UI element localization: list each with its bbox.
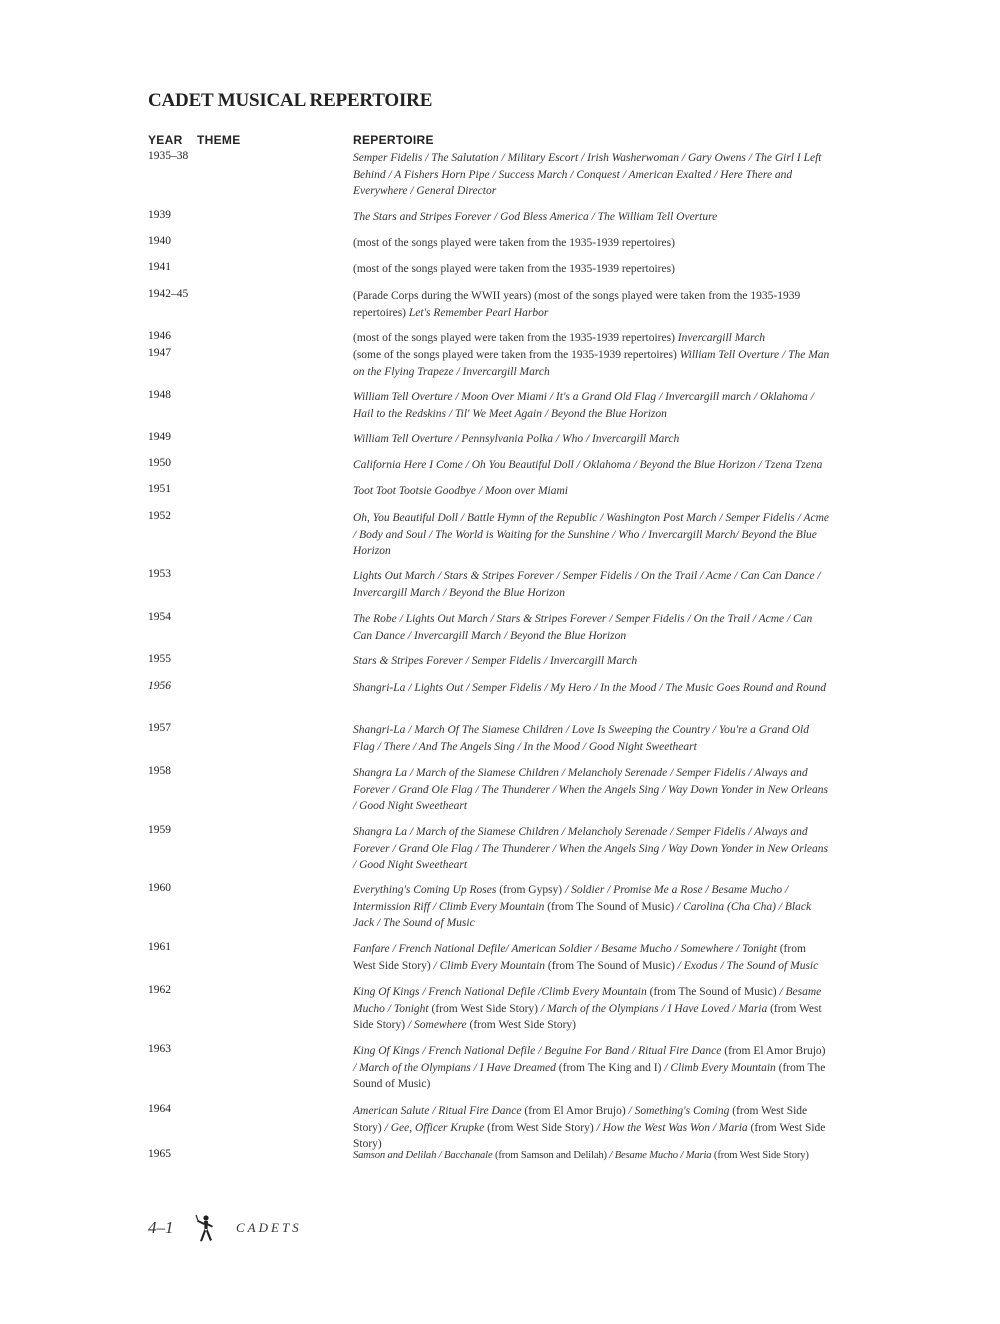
section-name: CADETS [236,1220,302,1235]
song-titles: / March of the Olympians / I Have Loved / Maria [540,1002,768,1015]
song-titles: / Besame Mucho / Maria [609,1150,712,1161]
song-titles: Oh, You Beautiful Doll / Battle Hymn of the Republic / Washington Post March / Semper Fidelis / Acme / Body and Soul / The World is Waiting for the Sunshine / Who / Invercargill March/ Beyond the Blue Horizon [353,512,830,557]
year-cell: 1955 [148,653,171,665]
repertoire-cell [353,882,831,932]
song-titles: / How the West Was Won / Maria [596,1121,748,1134]
note-text: (some of the songs played were taken from the 1935-1939 repertoires) [353,349,680,361]
year-cell: 1954 [148,611,171,623]
song-titles: Fanfare / French National Defile/ American Soldier / Besame Mucho / Somewhere / Tonight [353,943,777,955]
note-text: (from West Side Story) [353,1105,808,1134]
column-header-theme: THEME [197,133,241,147]
song-titles: American Salute / Ritual Fire Dance [353,1105,522,1117]
year-cell: 1961 [148,941,171,953]
song-titles: Let's Remember Pearl Harbor [408,306,549,319]
repertoire-cell [353,288,831,321]
year-cell: 1963 [148,1043,171,1055]
repertoire-cell [353,984,831,1034]
repertoire-cell [353,261,831,278]
repertoire-cell [353,611,831,644]
song-titles: Shangra La / March of the Siamese Children / Melancholy Serenade / Semper Fidelis / Always and Forever / Grand Ole Flag / The Thunderer / When the Angels Sing / Way Down Yonder in New Orleans / Good Night Sweetheart [353,767,828,812]
year-cell: 1946 [148,330,171,342]
song-titles: King Of Kings / French National Defile /Climb Every Mountain [353,986,647,998]
note-text: (from West Side Story) [466,1019,577,1031]
year-cell: 1964 [148,1103,171,1115]
note-text: (from Gypsy) [496,884,565,896]
song-titles: / Something's Coming [628,1105,730,1117]
note-text: (from West Side Story) [353,1121,826,1150]
song-titles: William Tell Overture / Moon Over Miami / It's a Grand Old Flag / Invercargill march / Oklahoma / Hail to the Redskins / Til' We Meet Again / Beyond the Blue Horizon [353,391,814,420]
year-cell: 1953 [148,568,171,580]
song-titles: Invercargill March [677,332,765,344]
repertoire-cell [353,680,831,697]
song-titles: King Of Kings / French National Defile / Beguine For Band / Ritual Fire Dance [353,1045,722,1057]
note-text: (from West Side Story) [711,1150,809,1161]
repertoire-cell [353,457,831,474]
repertoire-cell [353,510,831,560]
note-text: (Parade Corps during the WWII years) (most of the songs played were taken from the 1935-1939 repertoires) [353,290,801,319]
song-titles: / Exodus / The Sound of Music [677,959,819,972]
song-titles: / Climb Every Mountain [433,959,545,972]
repertoire-cell [353,765,831,815]
song-titles: / Somewhere [407,1019,467,1031]
note-text: (from The Sound of Music) [545,959,678,972]
column-header-year: YEAR [148,133,183,147]
song-titles: Semper Fidelis / The Salutation / Military Escort / Irish Washerwoman / Gary Owens / The Girl I Left Behind / A Fishers Horn Pipe / Success March / Conquest / American Exalted / Here There and Everywhere / General Director [353,152,822,197]
repertoire-cell [353,483,831,500]
song-titles: Stars & Stripes Forever / Semper Fidelis / Invercargill March [353,655,638,667]
note-text: (from West Side Story) [484,1121,597,1134]
song-titles: Samson and Delilah / Bacchanale [353,1150,493,1161]
repertoire-cell [353,235,831,252]
repertoire-cell [353,150,831,200]
year-cell: 1960 [148,882,171,894]
year-cell: 1941 [148,261,171,273]
song-titles: Lights Out March / Stars & Stripes Forever / Semper Fidelis / On the Trail / Acme / Can Can Dance / Invercargill March / Beyond the Blue Horizon [353,570,821,599]
note-text: (from El Amor Brujo) [521,1105,629,1117]
note-text: (from West Side Story) [353,1002,822,1031]
song-titles: / Soldier / Promise Me a Rose / Besame Mucho / Intermission Riff / Climb Every Mountain [353,884,789,913]
year-cell: 1952 [148,510,171,522]
year-cell: 1939 [148,209,171,221]
page-title: CADET MUSICAL REPERTOIRE [148,90,433,111]
note-text: (most of the songs played were taken from the 1935-1939 repertoires) [353,237,675,249]
note-text: (from The Sound of Music) [544,900,677,913]
year-cell: 1951 [148,483,171,495]
song-titles: Shangri-La / Lights Out / Semper Fidelis / My Hero / In the Mood / The Music Goes Round and Round [353,682,826,694]
note-text: (from West Side Story) [353,943,806,972]
repertoire-cell [353,568,831,601]
year-cell: 1935–38 [148,150,189,162]
song-titles: Toot Toot Tootsie Goodbye / Moon over Miami [353,485,569,497]
repertoire-cell [353,824,831,874]
year-cell: 1958 [148,765,171,777]
note-text: (from The King and I) [555,1061,665,1074]
repertoire-cell [353,431,831,448]
repertoire-cell [353,941,831,974]
year-cell: 1956 [148,680,171,692]
repertoire-cell [353,1148,831,1165]
repertoire-cell [353,722,831,755]
note-text: (from West Side Story) [428,1002,541,1015]
column-header-repertoire: REPERTOIRE [353,133,434,147]
year-cell: 1947 [148,347,171,359]
song-titles: / Climb Every Mountain [664,1061,776,1074]
song-titles: William Tell Overture / Pennsylvania Polka / Who / Invercargill March [353,433,680,445]
repertoire-cell [353,347,831,380]
year-cell: 1942–45 [148,288,189,300]
year-cell: 1962 [148,984,171,996]
year-cell: 1965 [148,1148,171,1160]
song-titles: / Carolina (Cha Cha) / Black Jack / The Sound of Music [353,900,812,929]
song-titles: The Robe / Lights Out March / Stars & Stripes Forever / Semper Fidelis / On the Trail / Acme / Can Can Dance / Invercargill March / Beyond the Blue Horizon [353,613,813,642]
year-cell: 1949 [148,431,171,443]
note-text: (from The Sound of Music) [353,1061,826,1090]
song-titles: / March of the Olympians / I Have Dreamed [353,1061,556,1074]
repertoire-cell [353,653,831,670]
song-titles: The Stars and Stripes Forever / God Bless America / The William Tell Overture [353,211,718,223]
song-titles: California Here I Come / Oh You Beautiful Doll / Oklahoma / Beyond the Blue Horizon / Tzena Tzena [353,459,823,471]
song-titles: Everything's Coming Up Roses [353,884,497,896]
repertoire-cell [353,330,831,347]
note-text: (from The Sound of Music) [646,986,780,998]
repertoire-cell [353,1103,831,1153]
year-cell: 1948 [148,389,171,401]
note-text: (most of the songs played were taken from the 1935-1939 repertoires) [353,263,675,275]
song-titles: / Gee, Officer Krupke [384,1121,485,1134]
repertoire-cell [353,389,831,422]
year-cell: 1957 [148,722,171,734]
song-titles: Shangri-La / March Of The Siamese Children / Love Is Sweeping the Country / You're a Grand Old Flag / There / And The Angels Sing / In the Mood / Good Night Sweetheart [353,724,809,753]
note-text: (from El Amor Brujo) [721,1045,826,1057]
page-number: 4–1 [148,1218,174,1237]
drum-major-figure-icon [192,1214,218,1244]
repertoire-cell [353,1043,831,1093]
year-cell: 1959 [148,824,171,836]
repertoire-cell [353,209,831,226]
note-text: (from Samson and Delilah) [492,1150,610,1161]
note-text: (most of the songs played were taken from the 1935-1939 repertoires) [353,332,678,344]
song-titles: Shangra La / March of the Siamese Children / Melancholy Serenade / Semper Fidelis / Always and Forever / Grand Ole Flag / The Thunderer / When the Angels Sing / Way Down Yonder in New Orleans / Good Night Sweetheart [353,826,828,871]
year-cell: 1950 [148,457,171,469]
song-titles: / Besame Mucho / Tonight [353,986,822,1015]
song-titles: William Tell Overture / The Man on the Flying Trapeze / Invercargill March [353,349,830,378]
year-cell: 1940 [148,235,171,247]
